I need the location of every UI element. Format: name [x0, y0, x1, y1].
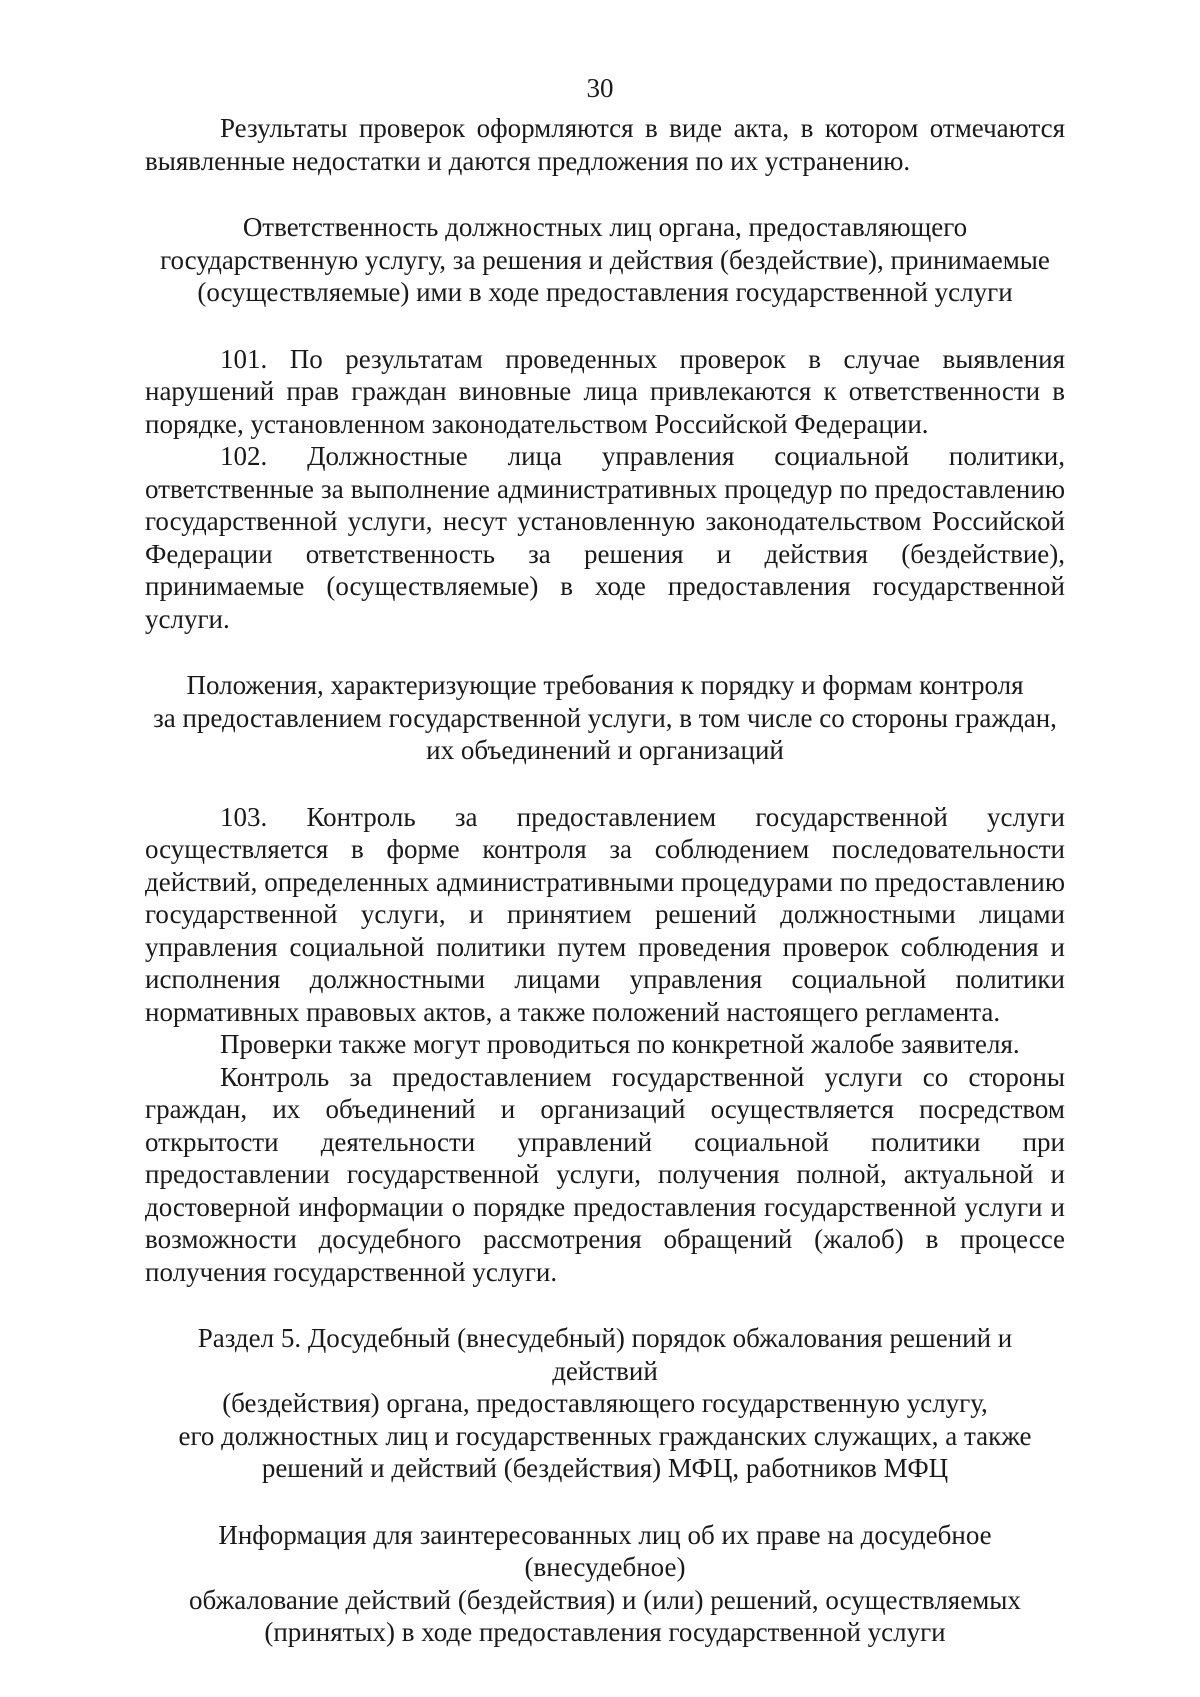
paragraph-inspection-results: Результаты проверок оформляются в виде акта, в котором отмечаются выявленные недостатки и даются предложения по их устранению.: [145, 113, 1065, 176]
heading-line: Ответственность должностных лиц органа, предоставляющего: [242, 212, 968, 242]
heading-control-requirements: [145, 669, 1065, 767]
heading-line: их объединений и организаций: [426, 735, 784, 765]
heading-section-5: [145, 1322, 1065, 1485]
heading-line: его должностных лиц и государственных гражданских служащих, а также: [178, 1420, 1032, 1451]
paragraph-citizen-control: Контроль за предоставлением государственной услуги со стороны граждан, их объединений и организаций осуществляется посредством открытости деятельности управлений социальной политики при предоставлении государственной услуги, получения полной, актуальной и достоверной информации о порядке предоставления государственной услуги и возможности досудебного рассмотрения обращений (жалоб) в процессе получения государственной услуги.: [145, 1061, 1065, 1287]
spacer: [145, 635, 1065, 669]
heading-officials-responsibility: [145, 211, 1065, 309]
spacer: [145, 309, 1065, 343]
heading-line: (принятых) в ходе предоставления государственной услуги: [264, 1617, 946, 1647]
paragraph-103: 103. Контроль за предоставлением государственной услуги осуществляется в форме контроля за соблюдением последовательности действий, определенных административными процедурами по предоставлению государственной услуги, и принятием решений должностными лицами управления социальной политики путем проведения проверок соблюдения и исполнения должностными лицами управления социальной политики нормативных правовых актов, а также положений настоящего регламента.: [145, 801, 1065, 1027]
heading-line: за предоставлением государственной услуги, в том числе со стороны граждан,: [153, 702, 1057, 733]
heading-line: обжалование действий (бездействия) и (или) решений, осуществляемых: [189, 1584, 1021, 1615]
document-body: [145, 112, 1065, 1649]
heading-line: государственную услугу, за решения и действия (бездействие), принимаемые: [160, 244, 1050, 275]
spacer: [145, 177, 1065, 211]
paragraph-complaint-checks: Проверки также могут проводиться по конкретной жалобе заявителя.: [220, 1029, 1020, 1059]
heading-line: решений и действий (бездействия) МФЦ, работников МФЦ: [261, 1453, 949, 1483]
heading-line: (бездействия) органа, предоставляющего государственную услугу,: [222, 1388, 988, 1418]
heading-appeal-information: [145, 1519, 1065, 1649]
heading-line: Информация для заинтересованных лиц об их праве на досудебное (внесудебное): [218, 1519, 992, 1582]
heading-line: Раздел 5. Досудебный (внесудебный) порядок обжалования решений и действий: [197, 1323, 1013, 1386]
paragraph-101: 101. По результатам проведенных проверок в случае выявления нарушений прав граждан виновные лица привлекаются к ответственности в порядке, установленном законодательством Российской Федерации.: [145, 343, 1065, 439]
spacer: [145, 1288, 1065, 1322]
heading-line: (осуществляемые) ими в ходе предоставления государственной услуги: [197, 277, 1013, 307]
spacer: [145, 1485, 1065, 1519]
page-number: 30: [586, 73, 614, 103]
heading-line: Положения, характеризующие требования к порядку и формам контроля: [186, 670, 1024, 700]
paragraph-102: 102. Должностные лица управления социальной политики, ответственные за выполнение административных процедур по предоставлению государственной услуги, несут установленную законодательством Российской Федерации ответственность за решения и действия (бездействие), принимаемые (осуществляемые) в ходе предоставления государственной услуги.: [145, 441, 1065, 634]
spacer: [145, 767, 1065, 801]
